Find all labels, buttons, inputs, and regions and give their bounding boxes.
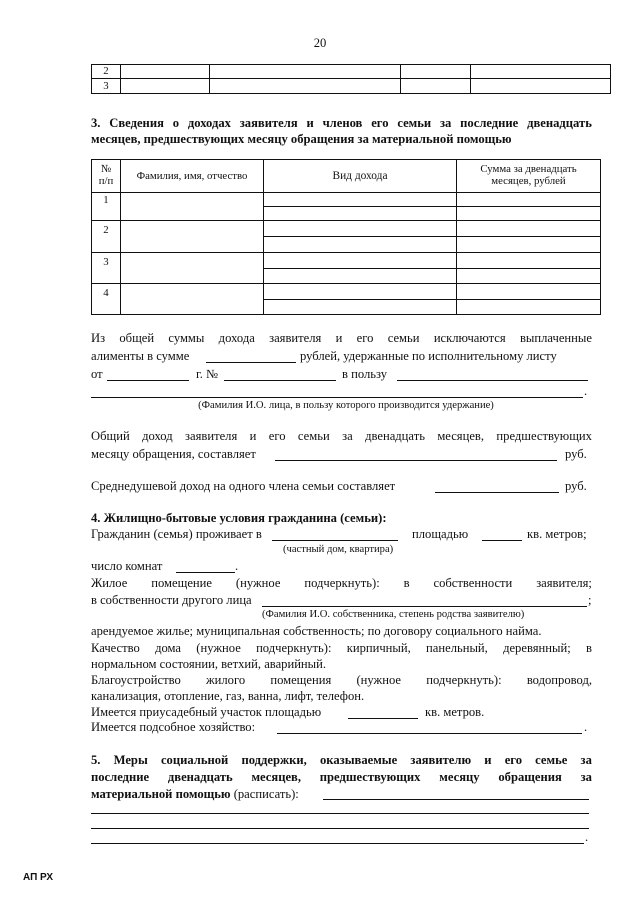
word: обращения	[498, 770, 562, 784]
lives-label-c: кв. метров;	[527, 527, 587, 541]
word: собственности	[433, 576, 513, 590]
word: двенадцать	[527, 116, 592, 130]
per-capita-label: Среднедушевой доход на одного члена семьи составляет	[91, 479, 396, 493]
word: общей	[119, 331, 155, 345]
word: (нужное	[235, 576, 281, 590]
deduct-line1	[91, 331, 592, 346]
writ-date-field[interactable]	[107, 380, 189, 381]
word: предшествующих	[319, 770, 421, 784]
plot-area-field[interactable]	[348, 718, 418, 719]
word: за	[439, 116, 452, 130]
word: месяцев,	[437, 429, 485, 443]
footer-code: АП РХ	[23, 872, 54, 883]
word: семьи	[397, 116, 432, 130]
word: Сведения	[109, 116, 164, 130]
word: помещение	[151, 576, 212, 590]
rooms-field[interactable]	[176, 572, 235, 573]
word: его	[356, 331, 374, 345]
word: выплаченные	[519, 331, 592, 345]
word: подчеркнуть):	[426, 673, 502, 687]
word: Качество	[91, 641, 140, 655]
word: семье	[535, 753, 568, 767]
lives-caption: (частный дом, квартира)	[283, 544, 394, 555]
writ-number-field[interactable]	[224, 380, 336, 381]
word: за	[580, 770, 592, 784]
income-row-number: 4	[103, 287, 109, 299]
word: оказываемые	[319, 753, 398, 767]
quality-line1	[91, 641, 592, 656]
word: поддержки,	[241, 753, 307, 767]
word: доход	[142, 429, 173, 443]
word: последние	[460, 116, 519, 130]
word: семьи	[297, 429, 330, 443]
support-measures-line[interactable]	[91, 843, 584, 844]
word: Жилое	[91, 576, 128, 590]
premises-semicolon: ;	[588, 593, 592, 607]
word: Из	[91, 331, 106, 345]
col-sum-header: Сумма за двенадцать месяцев, рублей	[480, 163, 577, 187]
word: за	[342, 429, 353, 443]
word: месяцу	[439, 770, 480, 784]
plot-label-a: Имеется приусадебный участок площадью	[91, 705, 322, 719]
word: деревянный;	[503, 641, 571, 655]
word: жилого	[205, 673, 246, 687]
word: исключаются	[433, 331, 506, 345]
word: о	[172, 116, 180, 130]
word: заявителя;	[536, 576, 592, 590]
word: (нужное	[356, 673, 401, 687]
word: кирпичный,	[346, 641, 411, 655]
page-number: 20	[313, 36, 327, 50]
word: Общий	[91, 429, 130, 443]
word: месяцев,	[251, 770, 301, 784]
income-row-number: 3	[103, 256, 109, 268]
word: последние	[91, 770, 150, 784]
word: подчеркнуть):	[256, 641, 332, 655]
per-capita-currency: руб.	[565, 479, 587, 493]
deduct-line3-label-c: в пользу	[342, 367, 388, 381]
word: его	[504, 753, 522, 767]
col-income-type-header: Вид дохода	[332, 170, 388, 182]
top-table-row-number: 3	[103, 80, 109, 92]
rooms-label: число комнат	[91, 559, 163, 573]
word: двенадцать	[167, 770, 233, 784]
income-row-number: 2	[103, 224, 109, 236]
lives-label-a: Гражданин (семья) проживает в	[91, 527, 262, 541]
word: заявителю	[410, 753, 472, 767]
owner-caption: (Фамилия И.О. собственника, степень родства заявителю)	[262, 609, 525, 620]
deduct-line2-label-b: рублей, удержанные по исполнительному листу	[300, 349, 557, 363]
word: и	[484, 753, 492, 767]
word: социальной	[160, 753, 229, 767]
word: суммы	[168, 331, 205, 345]
total-income-field[interactable]	[275, 460, 557, 461]
word: заявителя	[269, 331, 322, 345]
premises-line2-label: в собственности другого лица	[91, 593, 252, 607]
section3-heading-line1	[91, 115, 592, 131]
word: Меры	[113, 753, 148, 767]
total-line1	[91, 429, 592, 444]
word: Благоустройство	[91, 673, 181, 687]
word: подчеркнуть):	[304, 576, 380, 590]
word: заявителя	[239, 116, 298, 130]
alimony-amount-field[interactable]	[206, 362, 296, 363]
dwelling-area-field[interactable]	[482, 540, 522, 541]
word: доходах	[187, 116, 231, 130]
deduct-line3-label-a: от	[91, 367, 103, 381]
word: семьи	[387, 331, 420, 345]
per-capita-field[interactable]	[435, 492, 559, 493]
word: и	[249, 429, 257, 443]
lives-label-b: площадью	[412, 527, 469, 541]
premises-line1	[91, 576, 592, 591]
quality-line2: нормальном состоянии, ветхий, аварийный.	[91, 657, 327, 671]
top-table-row-number: 2	[103, 65, 109, 77]
income-row-number: 1	[103, 194, 109, 206]
word: его	[371, 116, 389, 130]
deduct-caption: (Фамилия И.О. лица, в пользу которого производится удержание)	[198, 400, 494, 411]
rooms-period: .	[235, 559, 239, 573]
in-favor-of-name-field[interactable]	[91, 397, 583, 398]
word: и	[306, 116, 314, 130]
word: в	[585, 641, 592, 655]
word: (нужное	[196, 641, 241, 655]
total-currency: руб.	[565, 447, 587, 461]
line-end-period: .	[584, 384, 588, 398]
word: помещения	[270, 673, 332, 687]
dwelling-type-field[interactable]	[272, 540, 398, 541]
word: членов	[322, 116, 363, 130]
word: его	[268, 429, 286, 443]
section4-heading: 4. Жилищно-бытовые условия гражданина (семьи):	[91, 511, 387, 525]
deduct-line3-label-b: г. №	[196, 367, 219, 381]
farm-field[interactable]	[277, 733, 582, 734]
word: в	[403, 576, 410, 590]
word: дохода	[218, 331, 255, 345]
plot-label-b: кв. метров.	[425, 705, 485, 719]
rent-line: арендуемое жилье; муниципальная собственность; по договору социального найма.	[91, 624, 542, 638]
total-line2-label: месяцу обращения, составляет	[91, 447, 256, 461]
word: и	[335, 331, 343, 345]
section3-heading-line2: месяцев, предшествующих месяцу обращения за материальной помощью	[91, 132, 512, 146]
support-measures-field[interactable]	[323, 799, 589, 800]
support-measures-line[interactable]	[91, 828, 589, 829]
section5-heading-line2	[91, 769, 592, 785]
word: дома	[155, 641, 182, 655]
word: двенадцать	[365, 429, 425, 443]
word: 5.	[91, 753, 101, 767]
word: заявителя	[185, 429, 238, 443]
section5-heading-line1	[91, 752, 592, 768]
support-period: .	[585, 830, 589, 844]
support-measures-line[interactable]	[91, 813, 589, 814]
in-favor-of-field[interactable]	[397, 380, 588, 381]
word: водопровод,	[526, 673, 592, 687]
amenities-line2: канализация, отопление, газ, ванна, лифт, телефон.	[91, 689, 365, 703]
col-fio-header: Фамилия, имя, отчество	[136, 170, 248, 182]
farm-label: Имеется подсобное хозяйство:	[91, 720, 256, 734]
word: за	[580, 753, 592, 767]
col-number-header: № п/п	[98, 163, 114, 187]
word: 3.	[91, 116, 101, 130]
section5-heading-line3: материальной помощью (расписать):	[91, 787, 299, 801]
amenities-line1	[91, 673, 592, 688]
deduct-line2-label-a: алименты в сумме	[91, 349, 190, 363]
word: панельный,	[426, 641, 488, 655]
farm-period: .	[584, 720, 588, 734]
word: предшествующих	[496, 429, 592, 443]
other-owner-field[interactable]	[262, 606, 587, 607]
